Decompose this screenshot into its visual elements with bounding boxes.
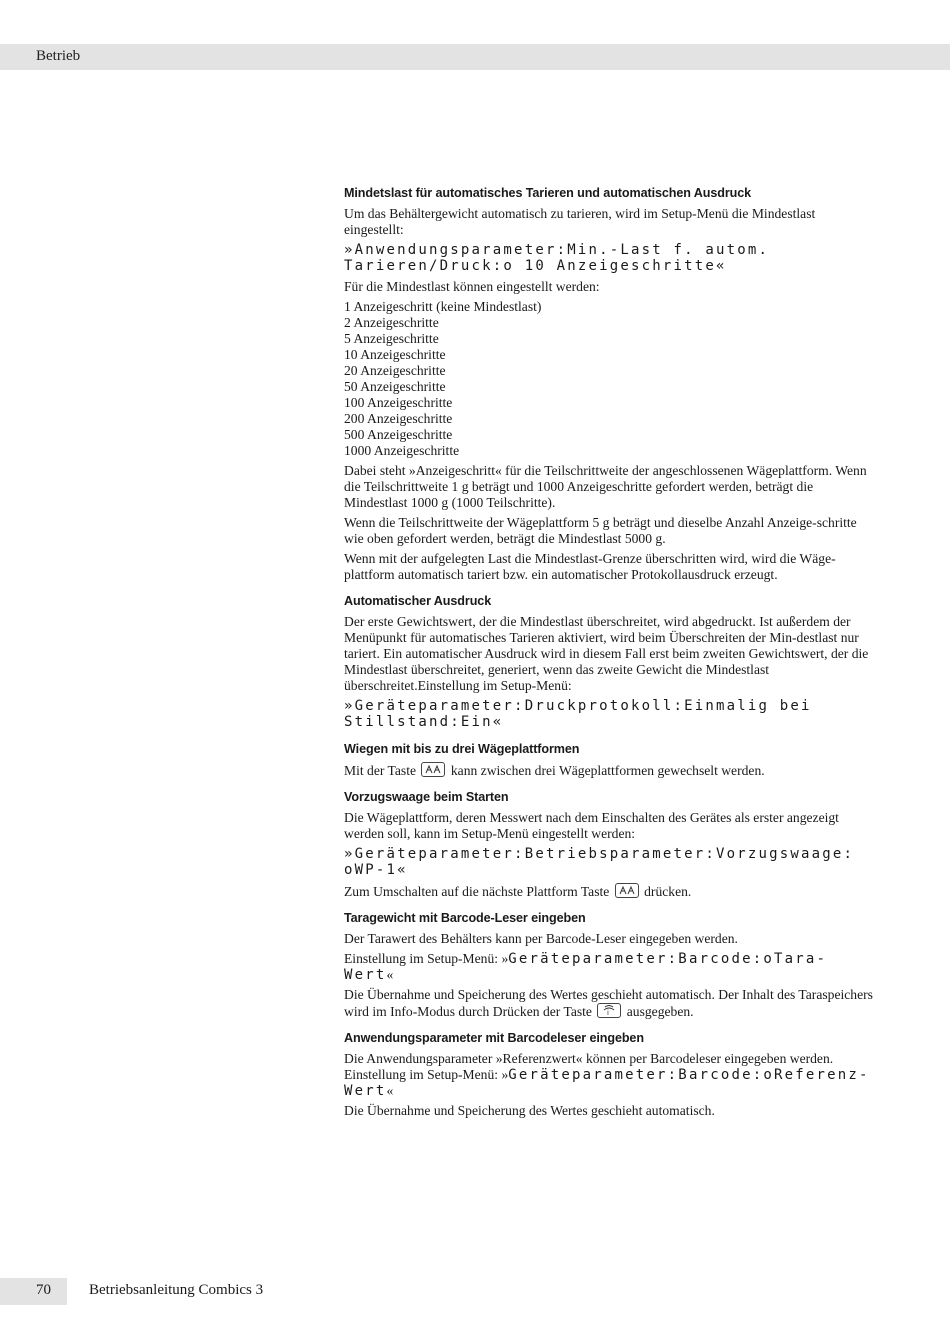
list-item: 200 Anzeigeschritte xyxy=(344,411,453,426)
page-number: 70 xyxy=(36,1282,51,1298)
heading-wiegen-drei-plattformen: Wiegen mit bis zu drei Wägeplattformen xyxy=(344,742,580,756)
paragraph: Wenn die Teilschrittweite der Wägeplattform 5 g beträgt und dieselbe Anzahl Anzeige-schritte wie oben gefordert werden, beträgt die Mindestlast 5000 g. xyxy=(344,515,857,546)
text: Zum Umschalten auf die nächste Plattform Taste xyxy=(344,884,610,899)
text: Die Anwendungsparameter »Referenzwert« können per Barcodeleser eingegeben werden. xyxy=(344,1051,834,1066)
paragraph: Wenn mit der aufgelegten Last die Mindestlast-Grenze überschritten wird, wird die Wäge-plattform automatisch tariert bzw. ein automatischer Protokollausdruck erzeugt. xyxy=(344,551,836,582)
list-item: 50 Anzeigeschritte xyxy=(344,379,446,394)
menu-path: »Geräteparameter:Druckprotokoll:Einmalig bei Stillstand:Ein« xyxy=(344,698,812,730)
paragraph xyxy=(344,762,874,779)
svg-text:i: i xyxy=(607,1009,610,1016)
header-bar xyxy=(0,44,950,70)
menu-path: Geräteparameter:Barcode:oReferenz-Wert xyxy=(344,1067,870,1099)
section-title: Betrieb xyxy=(36,48,81,64)
paragraph: Für die Mindestlast können eingestellt werden: xyxy=(344,279,600,294)
list-item: 500 Anzeigeschritte xyxy=(344,427,453,442)
text: « xyxy=(386,1083,394,1098)
text: kann zwischen drei Wägeplattformen gewechselt werden. xyxy=(450,763,765,778)
paragraph: Die Übernahme und Speicherung des Wertes geschieht automatisch. xyxy=(344,1103,715,1118)
paragraph: Dabei steht »Anzeigeschritt« für die Teilschrittweite der angeschlossenen Wägeplattform. Wenn die Teilschrittweite 1 g beträgt und 1000 Anzeigeschritte gefordert werden, beträgt die Mindestlast 1000 g (1000 Teilschritte). xyxy=(344,463,867,510)
paragraph xyxy=(344,1051,874,1099)
text: Mit der Taste xyxy=(344,763,417,778)
scale-switch-icon xyxy=(421,762,445,777)
list-item: 1000 Anzeigeschritte xyxy=(344,443,460,458)
menu-path: »Anwendungsparameter:Min.-Last f. autom. Tarieren/Druck:o 10 Anzeigeschritte« xyxy=(344,242,770,274)
paragraph xyxy=(344,987,874,1020)
text: Die Übernahme und Speicherung des Wertes geschieht automatisch. Der Inhalt des Taraspeichers wird im Info-Modus durch Drücken der Taste xyxy=(344,987,873,1019)
paragraph: Die Wägeplattform, deren Messwert nach dem Einschalten des Gerätes als erster angezeigt werden soll, kann im Setup-Menü eingestellt werden: xyxy=(344,810,839,841)
options-list xyxy=(344,299,874,459)
heading-taragewicht-barcode: Taragewicht mit Barcode-Leser eingeben xyxy=(344,911,586,925)
footer-title: Betriebsanleitung Combics 3 xyxy=(89,1282,264,1298)
text: ausgegeben. xyxy=(626,1004,694,1019)
text: « xyxy=(386,967,394,982)
list-item: 5 Anzeigeschritte xyxy=(344,331,439,346)
list-item: 100 Anzeigeschritte xyxy=(344,395,453,410)
text: Einstellung im Setup-Menü: » xyxy=(344,951,509,966)
list-item: 1 Anzeigeschritt (keine Mindestlast) xyxy=(344,299,542,314)
text: Einstellung im Setup-Menü: » xyxy=(344,1067,509,1082)
paragraph xyxy=(344,951,874,983)
main-content xyxy=(344,185,874,1123)
list-item: 10 Anzeigeschritte xyxy=(344,347,446,362)
heading-mindestlast: Mindetslast für automatisches Tarieren und automatischen Ausdruck xyxy=(344,186,752,200)
heading-automatischer-ausdruck: Automatischer Ausdruck xyxy=(344,594,492,608)
menu-path: Geräteparameter:Barcode:oTara-Wert xyxy=(344,951,828,983)
text: drücken. xyxy=(644,884,692,899)
menu-path: »Geräteparameter:Betriebsparameter:Vorzugswaage: oWP-1« xyxy=(344,846,855,878)
list-item: 20 Anzeigeschritte xyxy=(344,363,446,378)
paragraph: Um das Behältergewicht automatisch zu tarieren, wird im Setup-Menü die Mindestlast eingestellt: xyxy=(344,206,816,237)
list-item: 2 Anzeigeschritte xyxy=(344,315,439,330)
heading-vorzugswaage: Vorzugswaage beim Starten xyxy=(344,790,509,804)
page-number-box xyxy=(0,1278,67,1305)
paragraph xyxy=(344,883,874,900)
paragraph: Der Tarawert des Behälters kann per Barcode-Leser eingegeben werden. xyxy=(344,931,738,946)
scale-switch-icon xyxy=(615,883,639,898)
heading-anwendungsparameter-barcode: Anwendungsparameter mit Barcodeleser eingeben xyxy=(344,1031,644,1045)
paragraph: Der erste Gewichtswert, der die Mindestlast überschreitet, wird abgedruckt. Ist außerdem der Menüpunkt für automatisches Tarieren aktiviert, wird beim Überschreiten der Min-destlast nur tariert. Ein automatischer Ausdruck wird in diesem Fall erst beim zweiten Gewichtswert, der die Mindestlast überschreitet, generiert, wenn das zweite Gewicht die Mindestlast überschreitet.Einstellung im Setup-Menü: xyxy=(344,614,869,693)
info-key-icon xyxy=(597,1003,621,1018)
